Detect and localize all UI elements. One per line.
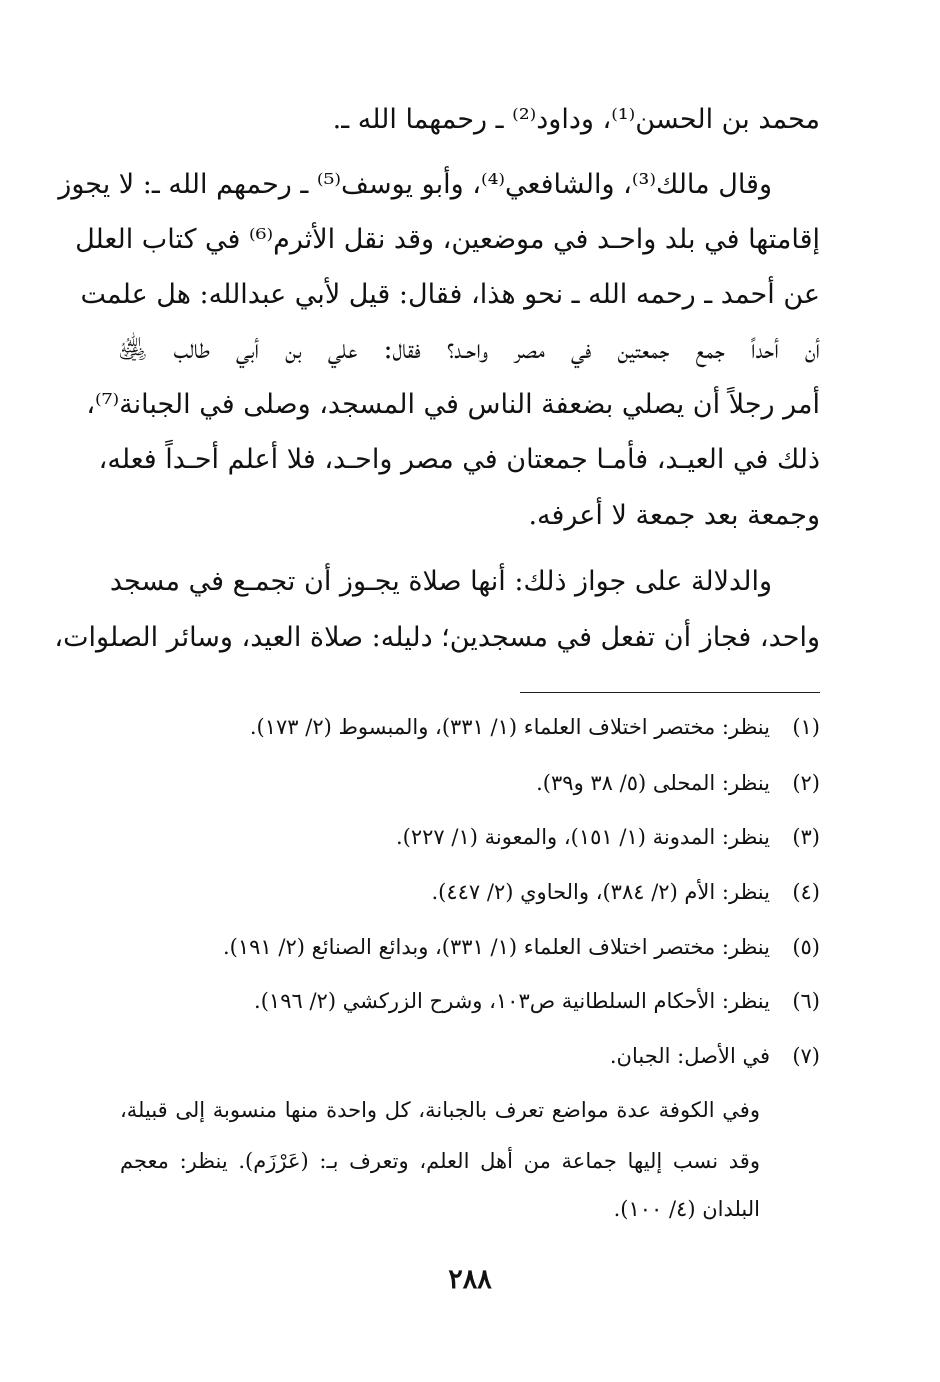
body-line-10: واحد، فجاز أن تفعل في مسجدين؛ دليله: صلاة العيد، وسائر الصلوات، — [54, 622, 820, 653]
footnote-text: ينظر: المدونة (١/ ١٥١)، والمعونة (١/ ٢٢٧). — [395, 825, 770, 849]
body-line-3: إقامتها في بلد واحـد في موضعين، وقد نقل الأثرم⁽⁶⁾ في كتاب العلل — [75, 224, 820, 255]
footnote-number: (٤) — [792, 880, 820, 904]
footnote-number: (٣) — [792, 825, 820, 849]
body-line-2: وقال مالك⁽³⁾، والشافعي⁽⁴⁾، وأبو يوسف⁽⁵⁾ ـ رحمهم الله ـ: لا يجوز — [58, 169, 772, 200]
footnote-7 — [610, 1040, 820, 1072]
body-line-5: أن أحداً جمع جمعتين في مصر واحـد؟ فقال: علي بن أبي طالب ﵁ — [118, 334, 820, 365]
footnote-1 — [250, 711, 820, 743]
footnote-separator — [520, 692, 820, 693]
footnote-text: في الأصل: الجبان. — [609, 1044, 770, 1068]
body-line-6: أمر رجلاً أن يصلي بضعفة الناس في المسجد، وصلى في الجبانة⁽⁷⁾، — [86, 389, 820, 420]
footnote-2 — [536, 767, 820, 799]
footnote-7-continuation-line-2: وقد نسب إليها جماعة من أهل العلم، وتعرف بـ: (عَرْزَم). ينظر: معجم — [120, 1149, 760, 1173]
body-line-7: ذلك في العيـد، فأمـا جمعتان في مصر واحـد، فلا أعلم أحـداً فعله، — [98, 444, 820, 475]
footnote-number: (١) — [792, 715, 820, 739]
footnote-text: ينظر: مختصر اختلاف العلماء (١/ ٣٣١)، وبدائع الصنائع (٢/ ١٩١). — [222, 935, 770, 959]
footnote-4 — [431, 876, 820, 908]
body-line-9: والدلالة على جواز ذلك: أنها صلاة يجـوز أن تجمـع في مسجد — [109, 566, 772, 597]
body-line-1: محمد بن الحسن⁽¹⁾، وداود⁽²⁾ ـ رحمهما الله ـ. — [332, 104, 820, 135]
footnote-7-continuation-line-1: وفي الكوفة عدة مواضع تعرف بالجبانة، كل واحدة منها منسوبة إلى قبيلة، — [120, 1098, 760, 1122]
footnote-text: ينظر: الأحكام السلطانية ص١٠٣، وشرح الزركشي (٢/ ١٩٦). — [254, 989, 770, 1013]
footnote-number: (٦) — [792, 989, 820, 1013]
footnote-3 — [396, 821, 820, 853]
footnote-number: (٥) — [792, 935, 820, 959]
footnote-text: ينظر: المحلى (٥/ ٣٨ و٣٩). — [536, 771, 770, 795]
footnote-text: ينظر: الأم (٢/ ٣٨٤)، والحاوي (٢/ ٤٤٧). — [431, 880, 770, 904]
footnote-5 — [223, 931, 820, 963]
footnote-number: (٢) — [792, 771, 820, 795]
page-number: ٢٨٨ — [448, 1264, 492, 1295]
footnote-number: (٧) — [792, 1044, 820, 1068]
body-line-4: عن أحمد ـ رحمه الله ـ نحو هذا، فقال: قيل لأبي عبدالله: هل علمت — [80, 279, 820, 310]
body-line-8: وجمعة بعد جمعة لا أعرفه. — [528, 500, 820, 531]
footnote-6 — [254, 985, 820, 1017]
footnote-text: ينظر: مختصر اختلاف العلماء (١/ ٣٣١)، والمبسوط (٢/ ١٧٣). — [249, 715, 770, 739]
footnote-7-continuation-line-3: البلدان (٤/ ١٠٠). — [613, 1197, 760, 1221]
